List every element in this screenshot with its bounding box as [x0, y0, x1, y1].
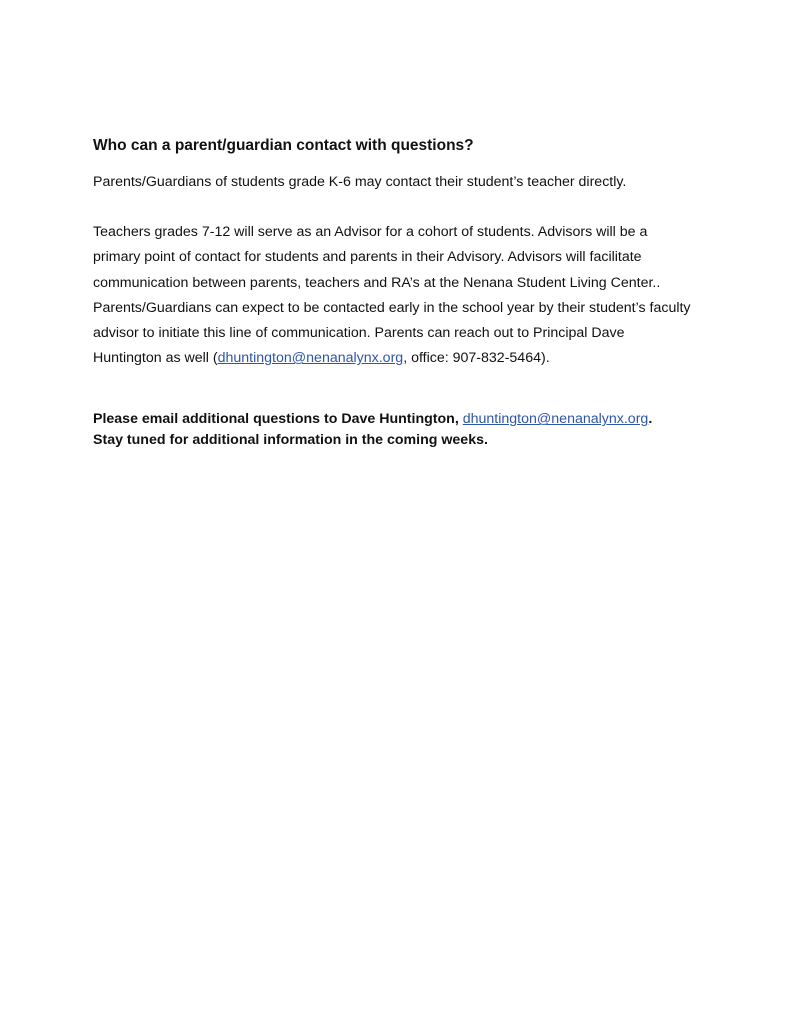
paragraph-text: , office: 907-832-5464).: [403, 350, 550, 367]
contact-email-link[interactable]: dhuntington@nenanalynx.org: [462, 411, 649, 428]
paragraph-text: Huntington as well (: [93, 350, 218, 367]
paragraph-advisors: [93, 220, 713, 371]
paragraph-line: communication between parents, teachers and RA’s at the Nenana Student Living Center..: [93, 274, 661, 291]
paragraph-line: advisor to initiate this line of communication. Parents can reach out to Principal Dave: [93, 325, 625, 342]
section-heading: Who can a parent/guardian contact with questions?: [93, 137, 474, 154]
principal-email-link[interactable]: dhuntington@nenanalynx.org: [217, 350, 404, 367]
closing-text: Please email additional questions to Dave Huntington,: [93, 411, 463, 428]
paragraph-line: Parents/Guardians can expect to be contacted early in the school year by their student’s faculty: [93, 299, 691, 316]
document-body: [93, 134, 713, 450]
closing-text: .: [648, 411, 653, 428]
closing-line-stay-tuned: Stay tuned for additional information in the coming weeks.: [93, 431, 488, 448]
paragraph-k6-contact: Parents/Guardians of students grade K-6 may contact their student’s teacher directly.: [93, 174, 627, 190]
paragraph-line: primary point of contact for students and parents in their Advisory. Advisors will facilitate: [93, 249, 642, 266]
paragraph-line: Teachers grades 7-12 will serve as an Advisor for a cohort of students. Advisors will be a: [93, 224, 648, 241]
closing-line-email: [93, 409, 713, 430]
closing-note: [93, 409, 713, 450]
paragraph-line-last: [93, 346, 713, 371]
